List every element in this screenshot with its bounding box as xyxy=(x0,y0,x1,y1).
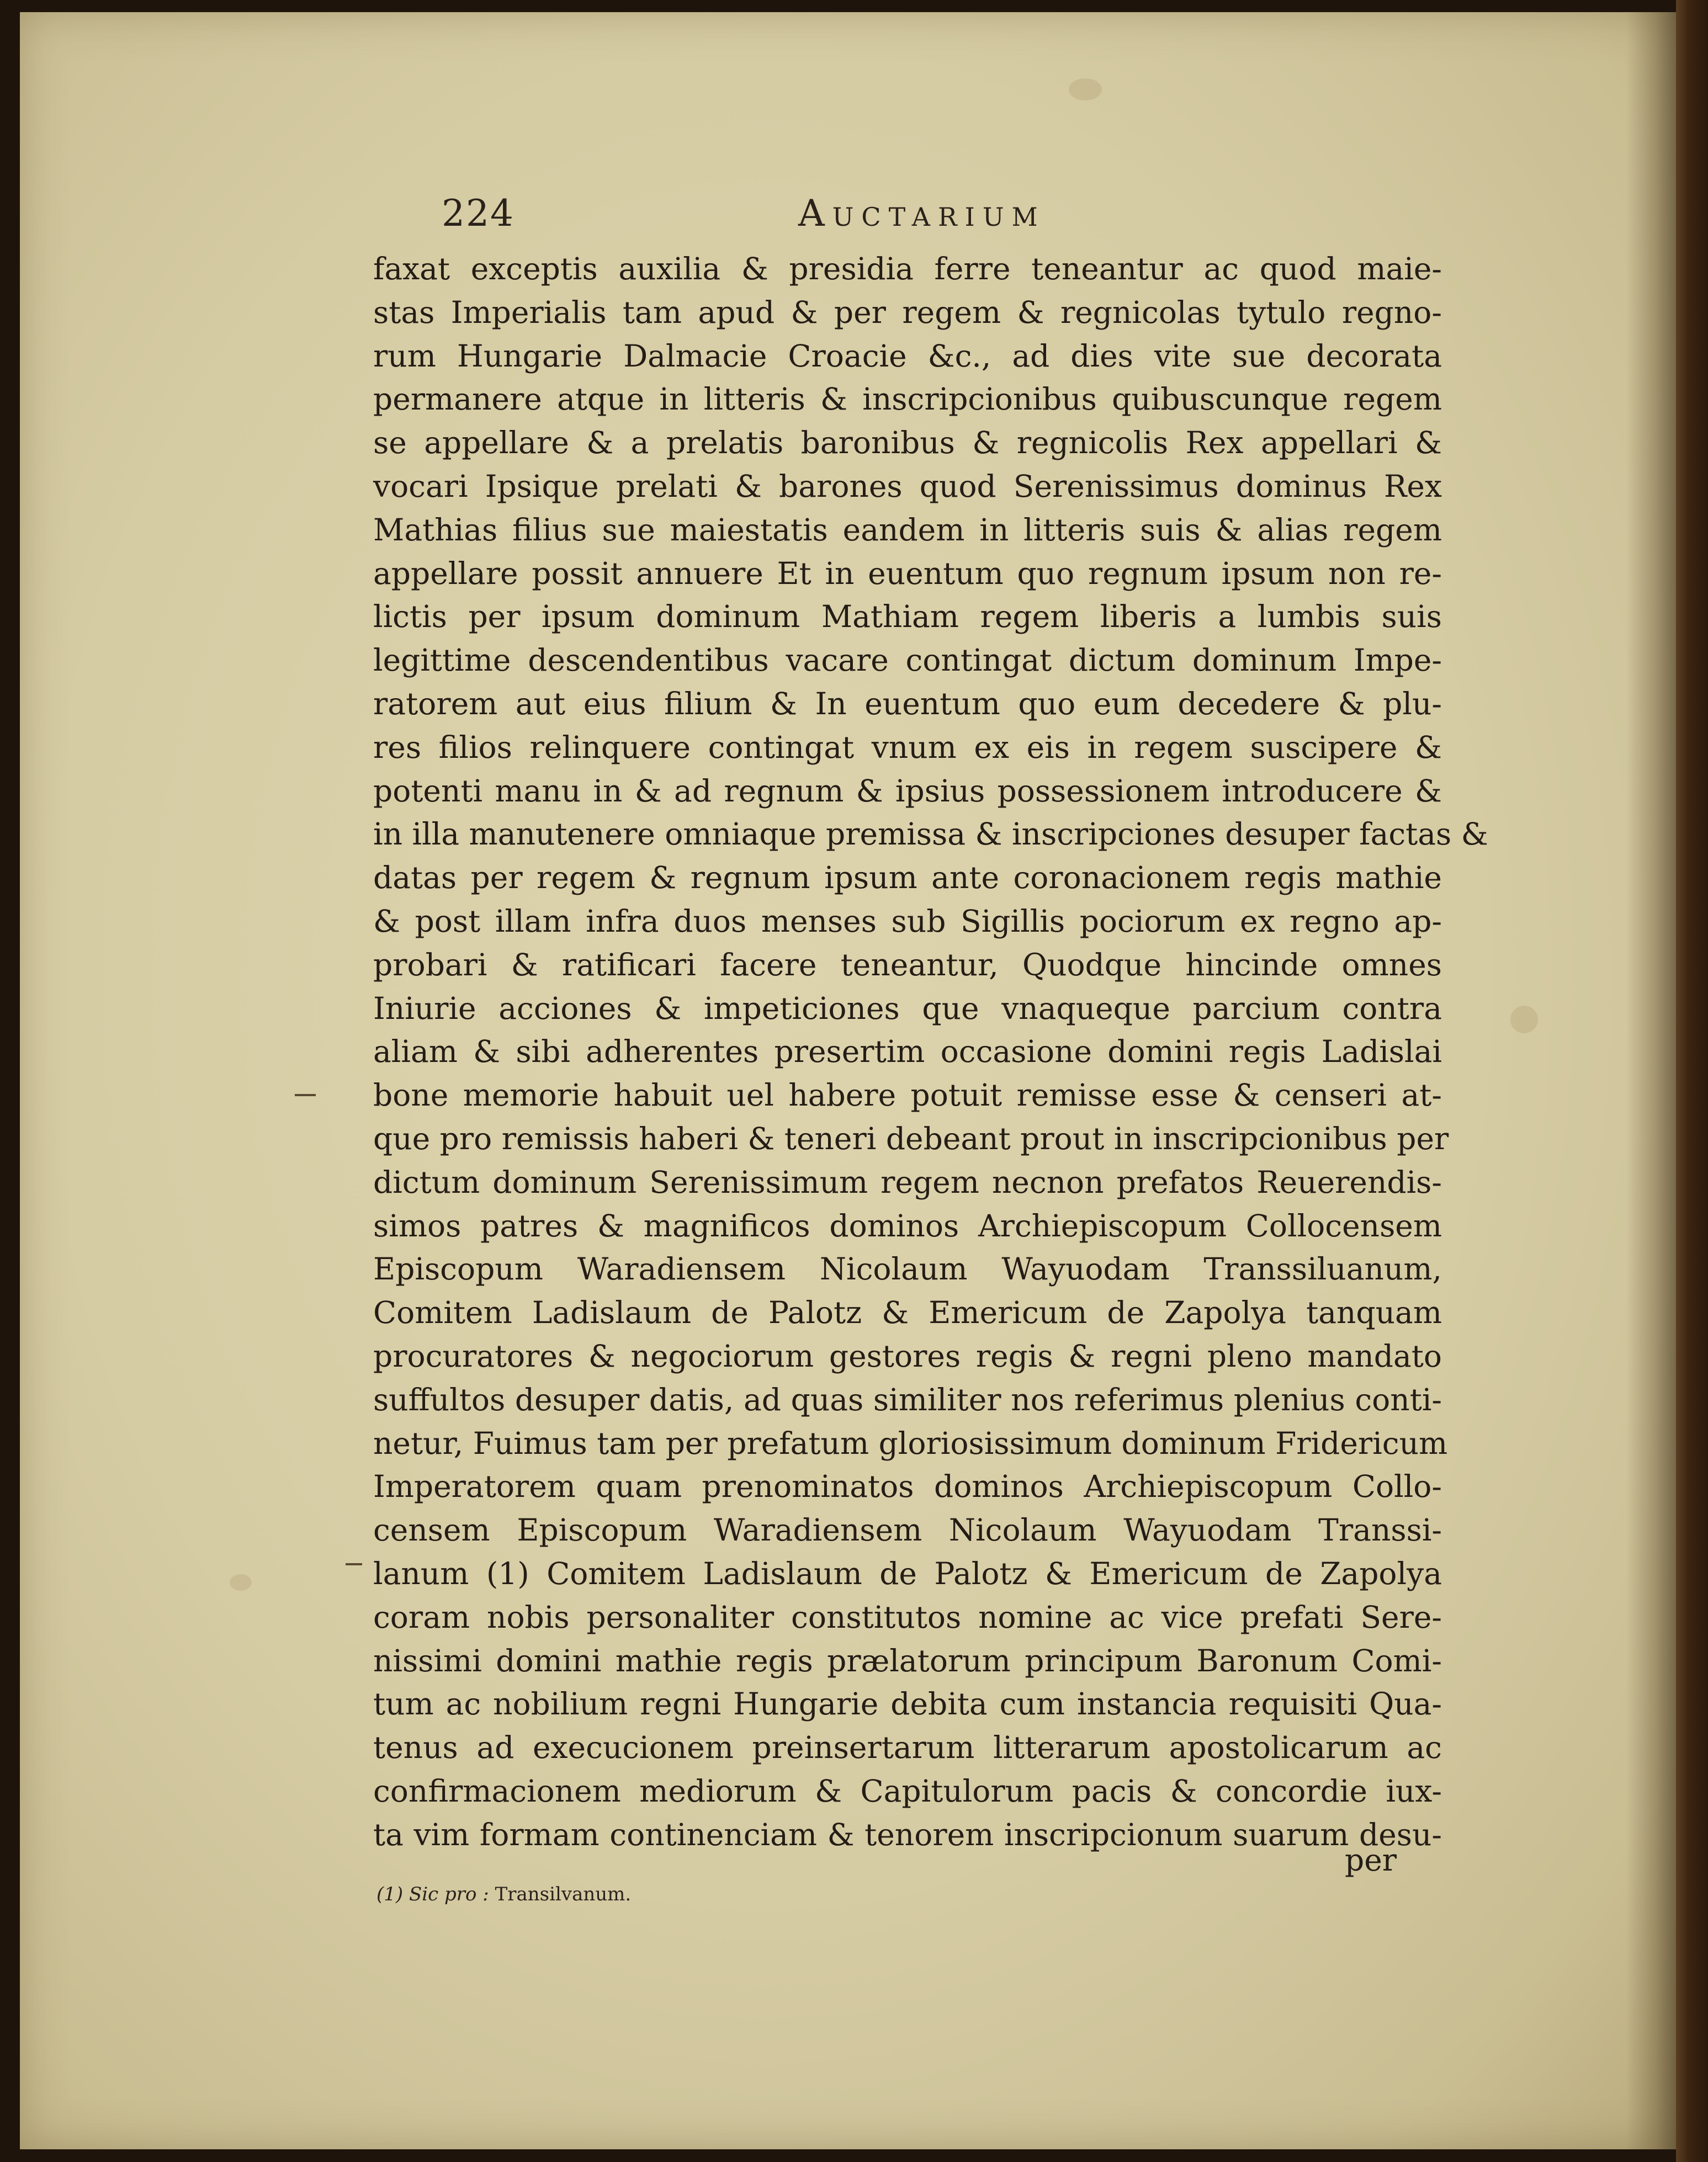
text-line: stas Imperialis tam apud & per regem & regnicolas tytulo regno- xyxy=(373,294,1442,330)
text-line: appellare possit annuere Et in euentum quo regnum ipsum non re- xyxy=(373,555,1442,591)
text-line: datas per regem & regnum ipsum ante coronacionem regis mathie xyxy=(373,860,1442,896)
footnote-marker: (1) xyxy=(376,1883,404,1905)
text-line: netur, Fuimus tam per prefatum gloriosissimum dominum Fridericum xyxy=(373,1425,1448,1461)
text-line: confirmacionem mediorum & Capitulorum pacis & concordie iux- xyxy=(373,1773,1442,1809)
text-line: res filios relinquere contingat vnum ex eis in regem suscipere & xyxy=(373,729,1442,765)
text-line: se appellare & a prelatis baronibus & regnicolis Rex appellari & xyxy=(373,425,1442,461)
text-line: ratorem aut eius filium & In euentum quo eum decedere & plu- xyxy=(373,686,1442,721)
footnote-text: Transilvanum. xyxy=(495,1883,632,1905)
margin-mark xyxy=(295,1094,316,1096)
text-line: censem Episcopum Waradiensem Nicolaum Wayuodam Transsi- xyxy=(373,1512,1442,1548)
text-line: tenus ad execucionem preinsertarum litterarum apostolicarum ac xyxy=(373,1730,1442,1766)
text-line: probari & ratificari facere teneantur, Quodque hincinde omnes xyxy=(373,947,1442,982)
footnote xyxy=(376,1883,631,1905)
text-line: procuratores & negociorum gestores regis & regni pleno mandato xyxy=(373,1338,1442,1374)
book-edge xyxy=(1676,0,1708,2162)
text-line: legittime descendentibus vacare contingat dictum dominum Impe- xyxy=(373,642,1442,678)
paper-stain xyxy=(230,1574,252,1591)
body-text xyxy=(373,247,1488,1856)
binding-gutter xyxy=(1626,12,1676,2149)
text-line: lictis per ipsum dominum Mathiam regem liberis a lumbis suis xyxy=(373,599,1442,635)
running-head: Auctarium xyxy=(798,192,1046,235)
margin-mark xyxy=(346,1563,362,1565)
catchword: per xyxy=(1345,1842,1397,1878)
text-line: permanere atque in litteris & inscripcionibus quibuscunque regem xyxy=(373,381,1442,417)
text-line: & post illam infra duos menses sub Sigillis pociorum ex regno ap- xyxy=(373,903,1442,939)
text-line: tum ac nobilium regni Hungarie debita cum instancia requisiti Qua- xyxy=(373,1686,1442,1722)
text-line: suffultos desuper datis, ad quas similiter nos referimus plenius conti- xyxy=(373,1382,1442,1417)
text-line: Episcopum Waradiensem Nicolaum Wayuodam Transsiluanum, xyxy=(373,1251,1442,1287)
text-line: Iniurie acciones & impeticiones que vnaqueque parcium contra xyxy=(373,990,1442,1026)
text-line: dictum dominum Serenissimum regem necnon prefatos Reuerendis- xyxy=(373,1164,1442,1200)
text-line: aliam & sibi adherentes presertim occasione domini regis Ladislai xyxy=(373,1034,1442,1070)
page-number: 224 xyxy=(442,192,514,235)
paper-stain xyxy=(1069,78,1102,100)
text-line: Mathias filius sue maiestatis eandem in litteris suis & alias regem xyxy=(373,512,1442,548)
text-line: bone memorie habuit uel habere potuit remisse esse & censeri at- xyxy=(373,1077,1442,1113)
text-line: vocari Ipsique prelati & barones quod Serenissimus dominus Rex xyxy=(373,468,1442,504)
text-line: Comitem Ladislaum de Palotz & Emericum de Zapolya tanquam xyxy=(373,1295,1442,1331)
text-line: rum Hungarie Dalmacie Croacie &c., ad dies vite sue decorata xyxy=(373,338,1442,374)
text-line: nissimi domini mathie regis prælatorum principum Baronum Comi- xyxy=(373,1643,1442,1678)
text-line: faxat exceptis auxilia & presidia ferre teneantur ac quod maie- xyxy=(373,251,1442,286)
text-line: potenti manu in & ad regnum & ipsius possessionem introducere & xyxy=(373,773,1442,809)
paper-stain xyxy=(1510,1006,1538,1033)
text-line: que pro remissis haberi & teneri debeant prout in inscripcionibus per xyxy=(373,1120,1449,1156)
text-line: coram nobis personaliter constitutos nomine ac vice prefati Sere- xyxy=(373,1599,1442,1635)
text-line: lanum (1) Comitem Ladislaum de Palotz & Emericum de Zapolya xyxy=(373,1555,1442,1591)
text-line: ta vim formam continenciam & tenorem inscripcionum suarum desu- xyxy=(373,1816,1442,1852)
text-line: Imperatorem quam prenominatos dominos Archiepiscopum Collo- xyxy=(373,1469,1442,1505)
page-header xyxy=(20,192,1676,253)
footnote-italic-text: Sic pro : xyxy=(409,1883,489,1905)
text-line: simos patres & magnificos dominos Archiepiscopum Collocensem xyxy=(373,1208,1442,1244)
text-line: in illa manutenere omniaque premissa & inscripciones desuper factas & xyxy=(373,816,1488,852)
